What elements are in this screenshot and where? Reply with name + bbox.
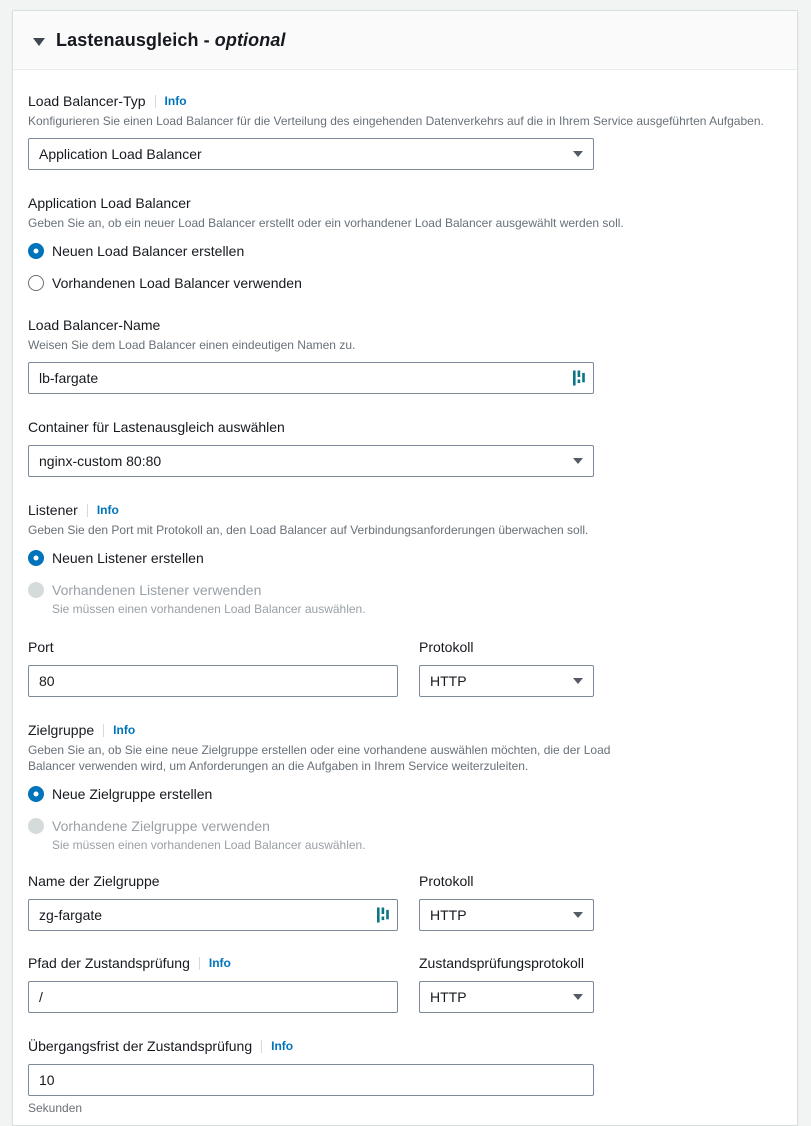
target-group-subsection xyxy=(28,721,777,853)
grace-period-field xyxy=(28,1037,777,1115)
chevron-down-icon xyxy=(573,994,583,1000)
lb-type-select-value: Application Load Balancer xyxy=(39,146,202,162)
chevron-down-icon xyxy=(573,912,583,918)
target-group-disabled-note: Sie müssen einen vorhandenen Load Balancer auswählen. xyxy=(52,838,366,852)
target-group-description: Geben Sie an, ob Sie eine neue Zielgruppe erstellen oder eine vorhandene auswählen möchten, die der Load Balancer verwenden wird, um Anforderungen an die Aufgaben in Ihrem Service weiterzuleiten. xyxy=(28,743,611,773)
listener-protocol-value: HTTP xyxy=(430,673,467,689)
target-group-name-field xyxy=(28,872,398,931)
section-title-text: Lastenausgleich - xyxy=(56,30,210,50)
port-label: Port xyxy=(28,639,54,655)
radio-use-existing-lb[interactable] xyxy=(28,274,777,292)
radio-disabled-icon xyxy=(28,818,44,834)
listener-subsection xyxy=(28,501,777,617)
target-group-name-row xyxy=(28,872,777,931)
container-select-field xyxy=(28,418,777,477)
health-check-protocol-label: Zustandsprüfungsprotokoll xyxy=(419,955,584,971)
health-check-protocol-value: HTTP xyxy=(430,989,467,1005)
chevron-down-icon xyxy=(573,678,583,684)
radio-use-existing-listener-label: Vorhandenen Listener verwenden xyxy=(52,582,262,598)
port-input[interactable] xyxy=(28,665,398,697)
load-balancing-section xyxy=(12,10,798,1126)
lb-name-label: Load Balancer-Name xyxy=(28,317,161,333)
listener-port-row xyxy=(28,638,777,697)
radio-create-new-listener-label: Neuen Listener erstellen xyxy=(52,550,204,566)
alb-heading: Application Load Balancer xyxy=(28,195,191,211)
autofill-bars-icon xyxy=(573,371,585,386)
radio-use-existing-lb-label: Vorhandenen Load Balancer verwenden xyxy=(52,275,302,291)
lb-type-label: Load Balancer-Typ xyxy=(28,93,146,109)
listener-protocol-field xyxy=(419,638,594,697)
health-check-protocol-field xyxy=(419,954,594,1013)
target-group-name-label: Name der Zielgruppe xyxy=(28,873,160,889)
target-group-info-link[interactable]: Info xyxy=(103,724,135,737)
lb-type-info-link[interactable]: Info xyxy=(155,95,187,108)
listener-protocol-select[interactable] xyxy=(419,665,594,697)
target-group-protocol-label: Protokoll xyxy=(419,873,474,889)
grace-period-label: Übergangsfrist der Zustandsprüfung xyxy=(28,1038,253,1054)
radio-selected-icon[interactable] xyxy=(28,786,44,802)
lb-name-input[interactable] xyxy=(28,362,594,394)
target-group-protocol-value: HTTP xyxy=(430,907,467,923)
radio-use-existing-target-group-label: Vorhandene Zielgruppe verwenden xyxy=(52,818,270,834)
section-title xyxy=(56,30,286,51)
target-group-protocol-select[interactable] xyxy=(419,899,594,931)
section-collapse-caret-icon[interactable] xyxy=(33,38,45,46)
health-check-path-field xyxy=(28,954,398,1013)
radio-selected-icon[interactable] xyxy=(28,550,44,566)
lb-name-description: Weisen Sie dem Load Balancer einen eindeutigen Namen zu. xyxy=(28,338,356,352)
listener-disabled-note: Sie müssen einen vorhandenen Load Balancer auswählen. xyxy=(52,602,366,616)
radio-create-new-listener[interactable] xyxy=(28,549,777,567)
autofill-bars-icon xyxy=(377,908,389,923)
health-check-row xyxy=(28,954,777,1013)
radio-selected-icon[interactable] xyxy=(28,243,44,259)
lb-type-field xyxy=(28,92,777,170)
section-header[interactable] xyxy=(13,11,797,70)
alb-subsection xyxy=(28,194,777,292)
radio-use-existing-listener xyxy=(28,581,777,599)
listener-protocol-label: Protokoll xyxy=(419,639,474,655)
radio-disabled-icon xyxy=(28,582,44,598)
health-check-protocol-select[interactable] xyxy=(419,981,594,1013)
grace-period-input[interactable] xyxy=(28,1064,594,1096)
listener-description: Geben Sie den Port mit Protokoll an, den Load Balancer auf Verbindungsanforderungen überwachen soll. xyxy=(28,523,589,537)
health-check-path-info-link[interactable]: Info xyxy=(199,957,231,970)
target-group-label: Zielgruppe xyxy=(28,722,95,738)
radio-unselected-icon[interactable] xyxy=(28,275,44,291)
alb-description: Geben Sie an, ob ein neuer Load Balancer erstellt oder ein vorhandener Load Balancer ausgewählt werden soll. xyxy=(28,216,624,230)
radio-create-new-lb-label: Neuen Load Balancer erstellen xyxy=(52,243,245,259)
radio-create-new-target-group-label: Neue Zielgruppe erstellen xyxy=(52,786,213,802)
chevron-down-icon xyxy=(573,151,583,157)
listener-label: Listener xyxy=(28,502,78,518)
target-group-protocol-field xyxy=(419,872,594,931)
container-select-label: Container für Lastenausgleich auswählen xyxy=(28,419,285,435)
container-select[interactable] xyxy=(28,445,594,477)
lb-type-select[interactable] xyxy=(28,138,594,170)
health-check-path-input[interactable] xyxy=(28,981,398,1013)
grace-period-unit: Sekunden xyxy=(28,1101,83,1115)
chevron-down-icon xyxy=(573,458,583,464)
lb-type-description: Konfigurieren Sie einen Load Balancer für die Verteilung des eingehenden Datenverkehrs auf die in Ihrem Service ausgeführten Aufgaben. xyxy=(28,114,764,128)
container-select-value: nginx-custom 80:80 xyxy=(39,453,162,469)
section-title-optional: optional xyxy=(214,30,286,50)
radio-create-new-lb[interactable] xyxy=(28,242,777,260)
grace-period-info-link[interactable]: Info xyxy=(261,1040,293,1053)
radio-create-new-target-group[interactable] xyxy=(28,785,777,803)
health-check-path-label: Pfad der Zustandsprüfung xyxy=(28,955,190,971)
listener-info-link[interactable]: Info xyxy=(87,504,119,517)
radio-use-existing-target-group xyxy=(28,817,777,835)
port-field xyxy=(28,638,398,697)
target-group-name-input[interactable] xyxy=(28,899,398,931)
lb-name-field xyxy=(28,316,777,394)
